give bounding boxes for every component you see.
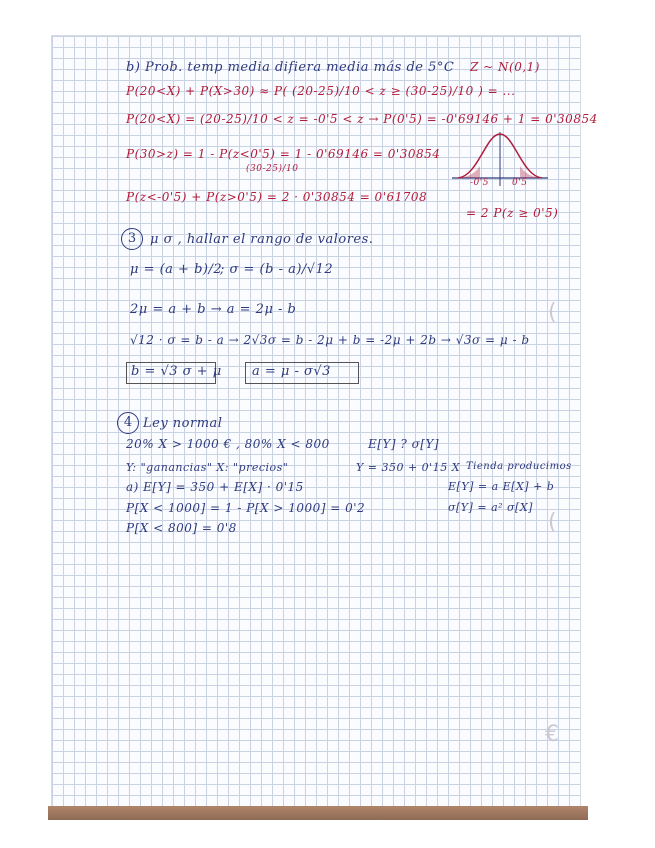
graph-left-label: -0'5 <box>470 178 489 188</box>
desk-surface <box>48 806 588 820</box>
distribution-label: Z ~ N(0,1) <box>470 60 540 74</box>
result-a-box <box>245 362 359 384</box>
normal-curve-sketch <box>450 128 550 198</box>
part-b-line3: P(30>z) = 1 - P(z<0'5) = 1 - 0'69146 = 0'30854 <box>126 147 441 161</box>
section-4-line4: P[X < 1000] = 1 - P[X > 1000] = 0'2 <box>126 501 366 515</box>
binder-hole-icon: ( <box>548 510 557 535</box>
result-a: a = μ - σ√3 <box>252 364 331 379</box>
part-b-line4: P(z<-0'5) + P(z>0'5) = 2 · 0'30854 = 0'61708 <box>126 190 428 204</box>
binder-hole-icon: € <box>545 722 559 747</box>
sigma-formula: ; σ = (b - a)/√12 <box>220 262 334 277</box>
section-4-line4-right: σ[Y] = a² σ[X] <box>448 501 533 514</box>
section-4-line1: 20% X > 1000 € , 80% X < 800 <box>126 437 330 451</box>
result-b-box <box>126 362 222 384</box>
section-4-title: Ley normal <box>143 416 223 431</box>
section-4-line1-right: E[Y] ? σ[Y] <box>368 437 440 451</box>
section-3-step1: 2μ = a + b → a = 2μ - b <box>130 302 297 317</box>
graph-caption: = 2 P(z ≥ 0'5) <box>466 206 559 220</box>
part-b-line2: P(20<X) = (20-25)/10 < z = -0'5 < z → P(0'5) = -0'69146 + 1 = 0'30854 <box>126 112 598 126</box>
section-4-line2-mid: Y = 350 + 0'15 X <box>356 461 461 474</box>
part-b-heading: b) Prob. temp media difiera media más de 5°C <box>126 60 455 75</box>
section-4-line2-right: Tienda producimos <box>466 461 572 472</box>
section-4-line3-right: E[Y] = a E[X] + b <box>448 480 555 493</box>
section-3-step2: √12 · σ = b - a → 2√3σ = b - 2μ + b = -2μ + 2b → √3σ = μ - b <box>130 333 530 347</box>
section-3-number: 3 <box>121 228 143 250</box>
graph-right-label: 0'5 <box>512 178 528 188</box>
section-4-line3: a) E[Y] = 350 + E[X] · 0'15 <box>126 480 304 494</box>
section-4-number: 4 <box>117 412 139 434</box>
part-b-line1: P(20<X) + P(X>30) ≈ P( (20-25)/10 < z ≥ (30-25)/10 ) = ... <box>126 84 516 98</box>
section-4-line5: P[X < 800] = 0'8 <box>126 521 237 535</box>
binder-hole-icon: ( <box>548 300 557 325</box>
mu-formula: μ = (a + b)/2 <box>130 262 223 277</box>
part-b-line3-sub: (30-25)/10 <box>246 164 299 174</box>
section-3-title: μ σ , hallar el rango de valores. <box>150 232 374 247</box>
result-b: b = √3 σ + μ <box>131 364 222 379</box>
section-4-line2: Y: "ganancias" X: "precios" <box>126 461 289 474</box>
